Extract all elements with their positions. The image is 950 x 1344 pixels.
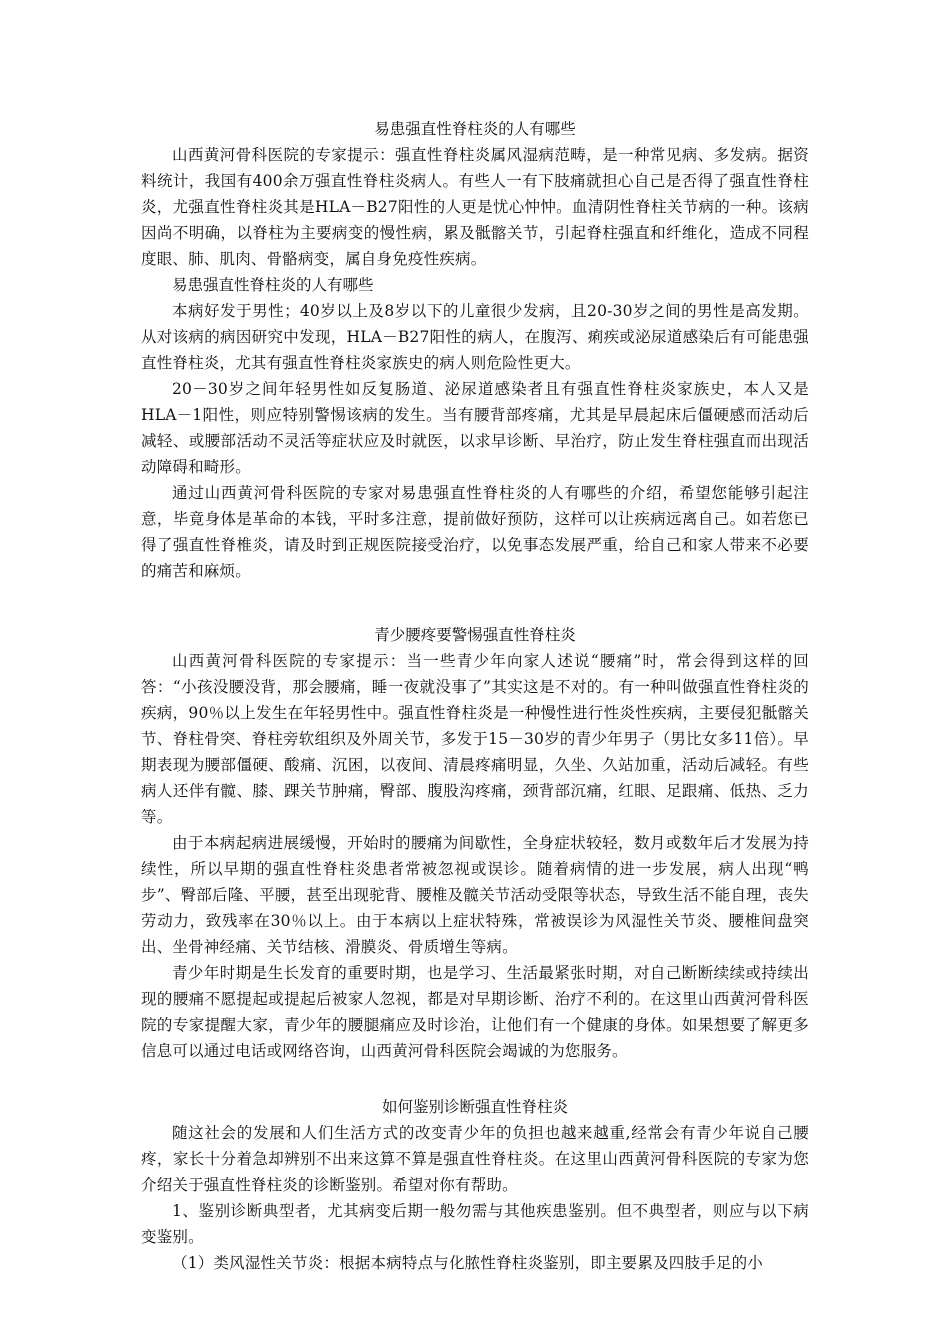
document-page xyxy=(141,116,809,1276)
section-title: 如何鉴别诊断强直性脊柱炎 xyxy=(381,1098,568,1116)
section-title: 易患强直性脊柱炎的人有哪些 xyxy=(374,120,576,138)
section-spacer xyxy=(141,584,809,622)
paragraph: 本病好发于男性；40岁以上及8岁以下的儿童很少发病，且20-30岁之间的男性是高发期。从对该病的病因研究中发现，HLA－B27阳性的病人，在腹泻、痢疾或泌尿道感染后有可能患强直性脊柱炎，尤其有强直性脊柱炎家族史的病人则危险性更大。 xyxy=(141,302,809,372)
paragraph: 青少年时期是生长发育的重要时期，也是学习、生活最紧张时期，对自己断断续续或持续出现的腰痛不愿提起或提起后被家人忽视，都是对早期诊断、治疗不利的。在这里山西黄河骨科医院的专家提醒大家，青少年的腰腿痛应及时诊治，让他们有一个健康的身体。如果想要了解更多信息可以通过电话或网络咨询，山西黄河骨科医院会竭诚的为您服务。 xyxy=(141,964,809,1060)
section-spacer xyxy=(141,1064,809,1094)
paragraph: 山西黄河骨科医院的专家提示：强直性脊柱炎属风湿病范畴，是一种常见病、多发病。据资料统计，我国有400余万强直性脊柱炎病人。有些人一有下肢痛就担心自己是否得了强直性脊柱炎，尤强直性脊柱炎其是HLA－B27阳性的人更是忧心忡忡。血清阴性脊柱关节病的一种。该病因尚不明确，以脊柱为主要病变的慢性病，累及骶髂关节，引起脊柱强直和纤维化，造成不同程度眼、肺、肌肉、骨骼病变，属自身免疫性疾病。 xyxy=(141,146,809,268)
section-3 xyxy=(141,1094,809,1276)
paragraph: 1、鉴别诊断典型者，尤其病变后期一般勿需与其他疾患鉴别。但不典型者，则应与以下病变鉴别。 xyxy=(141,1202,809,1246)
paragraph: 由于本病起病进展缓慢，开始时的腰痛为间歇性，全身症状较轻，数月或数年后才发展为持续性，所以早期的强直性脊柱炎患者常被忽视或误诊。随着病情的进一步发展，病人出现“鸭步”、臀部后隆、平腰，甚至出现驼背、腰椎及髋关节活动受限等状态，导致生活不能自理，丧失劳动力，致残率在30％以上。由于本病以上症状特殊，常被误诊为风湿性关节炎、腰椎间盘突出、坐骨神经痛、关节结核、滑膜炎、骨质增生等病。 xyxy=(141,834,809,956)
paragraph: 20－30岁之间年轻男性如反复肠道、泌尿道感染者且有强直性脊柱炎家族史，本人又是HLA－1阳性，则应特别警惕该病的发生。当有腰背部疼痛，尤其是早晨起床后僵硬感而活动后减轻、或腰部活动不灵活等症状应及时就医，以求早诊断、早治疗，防止发生脊柱强直而出现活动障碍和畸形。 xyxy=(141,380,809,476)
section-title: 青少腰疼要警惕强直性脊柱炎 xyxy=(374,626,576,644)
section-2 xyxy=(141,622,809,1064)
paragraph: 山西黄河骨科医院的专家提示：当一些青少年向家人述说“腰痛”时，常会得到这样的回答：“小孩没腰没背，那会腰痛，睡一夜就没事了”其实这是不对的。有一种叫做强直性脊柱炎的疾病，90％以上发生在年轻男性中。强直性脊柱炎是一种慢性进行性炎性疾病，主要侵犯骶髂关节、脊柱骨突、脊柱旁软组织及外周关节，多发于15－30岁的青少年男子（男比女多11倍）。早期表现为腰部僵硬、酸痛、沉困，以夜间、清晨疼痛明显，久坐、久站加重，活动后减轻。有些病人还伴有髋、膝、踝关节肿痛，臀部、腹股沟疼痛，颈背部沉痛，红眼、足跟痛、低热、乏力等。 xyxy=(141,652,809,826)
section-1 xyxy=(141,116,809,584)
paragraph: （1）类风湿性关节炎：根据本病特点与化脓性脊柱炎鉴别，即主要累及四肢手足的小 xyxy=(172,1254,763,1272)
section-subheading: 易患强直性脊柱炎的人有哪些 xyxy=(172,276,374,294)
paragraph: 通过山西黄河骨科医院的专家对易患强直性脊柱炎的人有哪些的介绍，希望您能够引起注意，毕竟身体是革命的本钱，平时多注意，提前做好预防，这样可以让疾病远离自己。如若您已得了强直性脊椎炎，请及时到正规医院接受治疗，以免事态发展严重，给自己和家人带来不必要的痛苦和麻烦。 xyxy=(141,484,809,580)
paragraph: 随这社会的发展和人们生活方式的改变青少年的负担也越来越重,经常会有青少年说自己腰疼，家长十分着急却辨别不出来这算不算是强直性脊柱炎。在这里山西黄河骨科医院的专家为您介绍关于强直性脊柱炎的诊断鉴别。希望对你有帮助。 xyxy=(141,1124,809,1194)
